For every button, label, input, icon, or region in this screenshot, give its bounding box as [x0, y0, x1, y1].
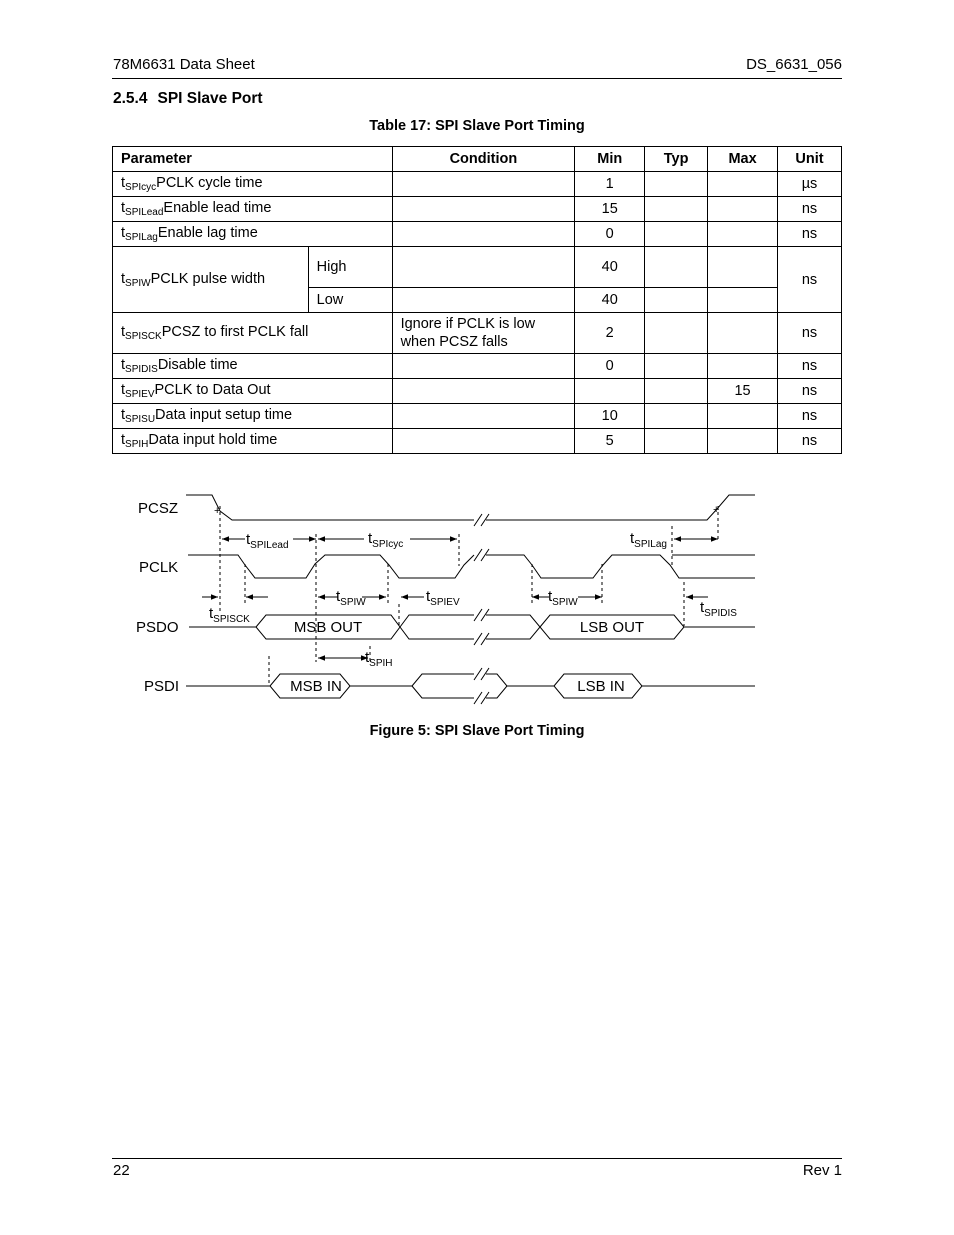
- table-row: [113, 247, 842, 288]
- data-label-msb-in: MSB IN: [290, 678, 342, 695]
- table-caption: Table 17: SPI Slave Port Timing: [369, 118, 585, 134]
- footer-rule: [112, 1158, 842, 1159]
- condition-cell: [392, 222, 575, 247]
- min-cell: 0: [575, 222, 645, 247]
- psdo-waveform: [189, 609, 755, 645]
- unit-cell: µs: [778, 172, 842, 197]
- table-row: [113, 429, 842, 454]
- col-header-condition: Condition: [392, 147, 575, 172]
- psdi-waveform: [186, 668, 755, 704]
- param-cell: $t_{SPIDIS}Disable$ time: [113, 354, 393, 379]
- unit-cell: ns: [778, 222, 842, 247]
- timing-label-spidis: $t_{SPIDIS}$: [700, 599, 737, 619]
- timing-label-spilag: $t_{SPILag}$: [630, 530, 667, 550]
- param-cell: $t_{SPIEV}PCLK$ to Data Out: [113, 379, 393, 404]
- typ-cell: [645, 197, 708, 222]
- pclk-waveform: [188, 549, 755, 578]
- table-row: [113, 197, 842, 222]
- header-rule: [112, 78, 842, 79]
- max-cell: [708, 197, 778, 222]
- timing-reference-lines: [220, 506, 718, 686]
- min-cell: 40: [575, 288, 645, 313]
- col-header-max: Max: [708, 147, 778, 172]
- param-cell: $t_{SPIH}Data$ input hold time: [113, 429, 393, 454]
- timing-label-spiw-1: $t_{SPIW}$: [336, 588, 366, 608]
- max-cell: [708, 354, 778, 379]
- spi-timing-diagram: [112, 486, 772, 711]
- svg-text:+: +: [214, 505, 221, 517]
- unit-cell: ns: [778, 197, 842, 222]
- data-label-lsb-out: LSB OUT: [579, 619, 645, 636]
- col-header-typ: Typ: [645, 147, 708, 172]
- min-cell: 5: [575, 429, 645, 454]
- max-cell: 15: [708, 379, 778, 404]
- condition-cell: [392, 247, 575, 288]
- condition-cell: [392, 379, 575, 404]
- typ-cell: [645, 313, 708, 354]
- timing-label-spiw-2: $t_{SPIW}$: [548, 588, 578, 608]
- condition-cell: Ignore if PCLK is low when PCSZ falls: [392, 313, 575, 354]
- unit-cell: ns: [778, 313, 842, 354]
- unit-cell: ns: [778, 247, 842, 313]
- data-label-lsb-in: LSB IN: [577, 678, 625, 695]
- table-row: [113, 379, 842, 404]
- min-cell: 40: [575, 247, 645, 288]
- max-cell: [708, 404, 778, 429]
- timing-label-spicyc: $t_{SPIcyc}$: [368, 530, 404, 550]
- signal-label-psdi: PSDI: [144, 678, 180, 695]
- col-header-min: Min: [575, 147, 645, 172]
- figure-caption: Figure 5: SPI Slave Port Timing: [369, 723, 585, 739]
- param-cell: $t_{SPILag}Enable$ lag time: [113, 222, 393, 247]
- header-doc-title: 78M6631 Data Sheet: [113, 56, 255, 73]
- col-header-parameter: Parameter: [113, 147, 393, 172]
- max-cell: [708, 247, 778, 288]
- table-row: [113, 222, 842, 247]
- typ-cell: [645, 404, 708, 429]
- unit-cell: ns: [778, 354, 842, 379]
- param-cell: $t_{SPIW}PCLK$ pulse width: [113, 247, 309, 313]
- level-cell-low: Low: [308, 288, 392, 313]
- pcsz-waveform: [186, 495, 755, 526]
- signal-label-psdo: PSDO: [136, 619, 179, 636]
- section-number: 2.5.4: [113, 90, 148, 107]
- param-cell: $t_{SPISU}Data$ input setup time: [113, 404, 393, 429]
- max-cell: [708, 172, 778, 197]
- typ-cell: [645, 288, 708, 313]
- condition-cell: [392, 172, 575, 197]
- table-row: [113, 313, 842, 354]
- param-cell: $t_{SPISCK}PCSZ$ to first PCLK fall: [113, 313, 393, 354]
- col-header-unit: Unit: [778, 147, 842, 172]
- min-cell: 15: [575, 197, 645, 222]
- typ-cell: [645, 222, 708, 247]
- typ-cell: [645, 247, 708, 288]
- condition-cell: [392, 197, 575, 222]
- min-cell: 2: [575, 313, 645, 354]
- typ-cell: [645, 379, 708, 404]
- unit-cell: ns: [778, 404, 842, 429]
- typ-cell: [645, 354, 708, 379]
- typ-cell: [645, 429, 708, 454]
- max-cell: [708, 222, 778, 247]
- revision-label: Rev 1: [802, 1162, 842, 1179]
- table-header-row: [113, 147, 842, 172]
- timing-label-spilead: $t_{SPILead}$: [246, 531, 289, 551]
- condition-cell: [392, 288, 575, 313]
- condition-cell: [392, 429, 575, 454]
- max-cell: [708, 288, 778, 313]
- table-row: [113, 354, 842, 379]
- condition-cell: [392, 404, 575, 429]
- section-title: SPI Slave Port: [157, 90, 263, 107]
- level-cell-high: High: [308, 247, 392, 288]
- unit-cell: ns: [778, 379, 842, 404]
- header-doc-number: DS_6631_056: [746, 56, 842, 73]
- signal-label-pcsz: PCSZ: [138, 500, 179, 517]
- param-cell: $t_{SPILead}Enable$ lead time: [113, 197, 393, 222]
- page-number: 22: [113, 1162, 130, 1179]
- timing-label-spiev: $t_{SPIEV}$: [426, 588, 460, 608]
- timing-arrows: [202, 539, 718, 658]
- data-label-msb-out: MSB OUT: [293, 619, 363, 636]
- min-cell: 10: [575, 404, 645, 429]
- min-cell: 1: [575, 172, 645, 197]
- spi-timing-table: [112, 146, 842, 454]
- signal-label-pclk: PCLK: [139, 559, 179, 576]
- table-row: [113, 404, 842, 429]
- svg-text:+: +: [713, 504, 720, 516]
- typ-cell: [645, 172, 708, 197]
- section-heading: [113, 90, 263, 108]
- max-cell: [708, 313, 778, 354]
- unit-cell: ns: [778, 429, 842, 454]
- condition-cell: [392, 354, 575, 379]
- timing-label-spih: $t_{SPIH}$: [365, 649, 393, 669]
- timing-label-spisck: $t_{SPISCK}$: [209, 605, 250, 625]
- param-cell: $t_{SPIcyc}PCLK$ cycle time: [113, 172, 393, 197]
- min-cell: [575, 379, 645, 404]
- min-cell: 0: [575, 354, 645, 379]
- table-row: [113, 172, 842, 197]
- max-cell: [708, 429, 778, 454]
